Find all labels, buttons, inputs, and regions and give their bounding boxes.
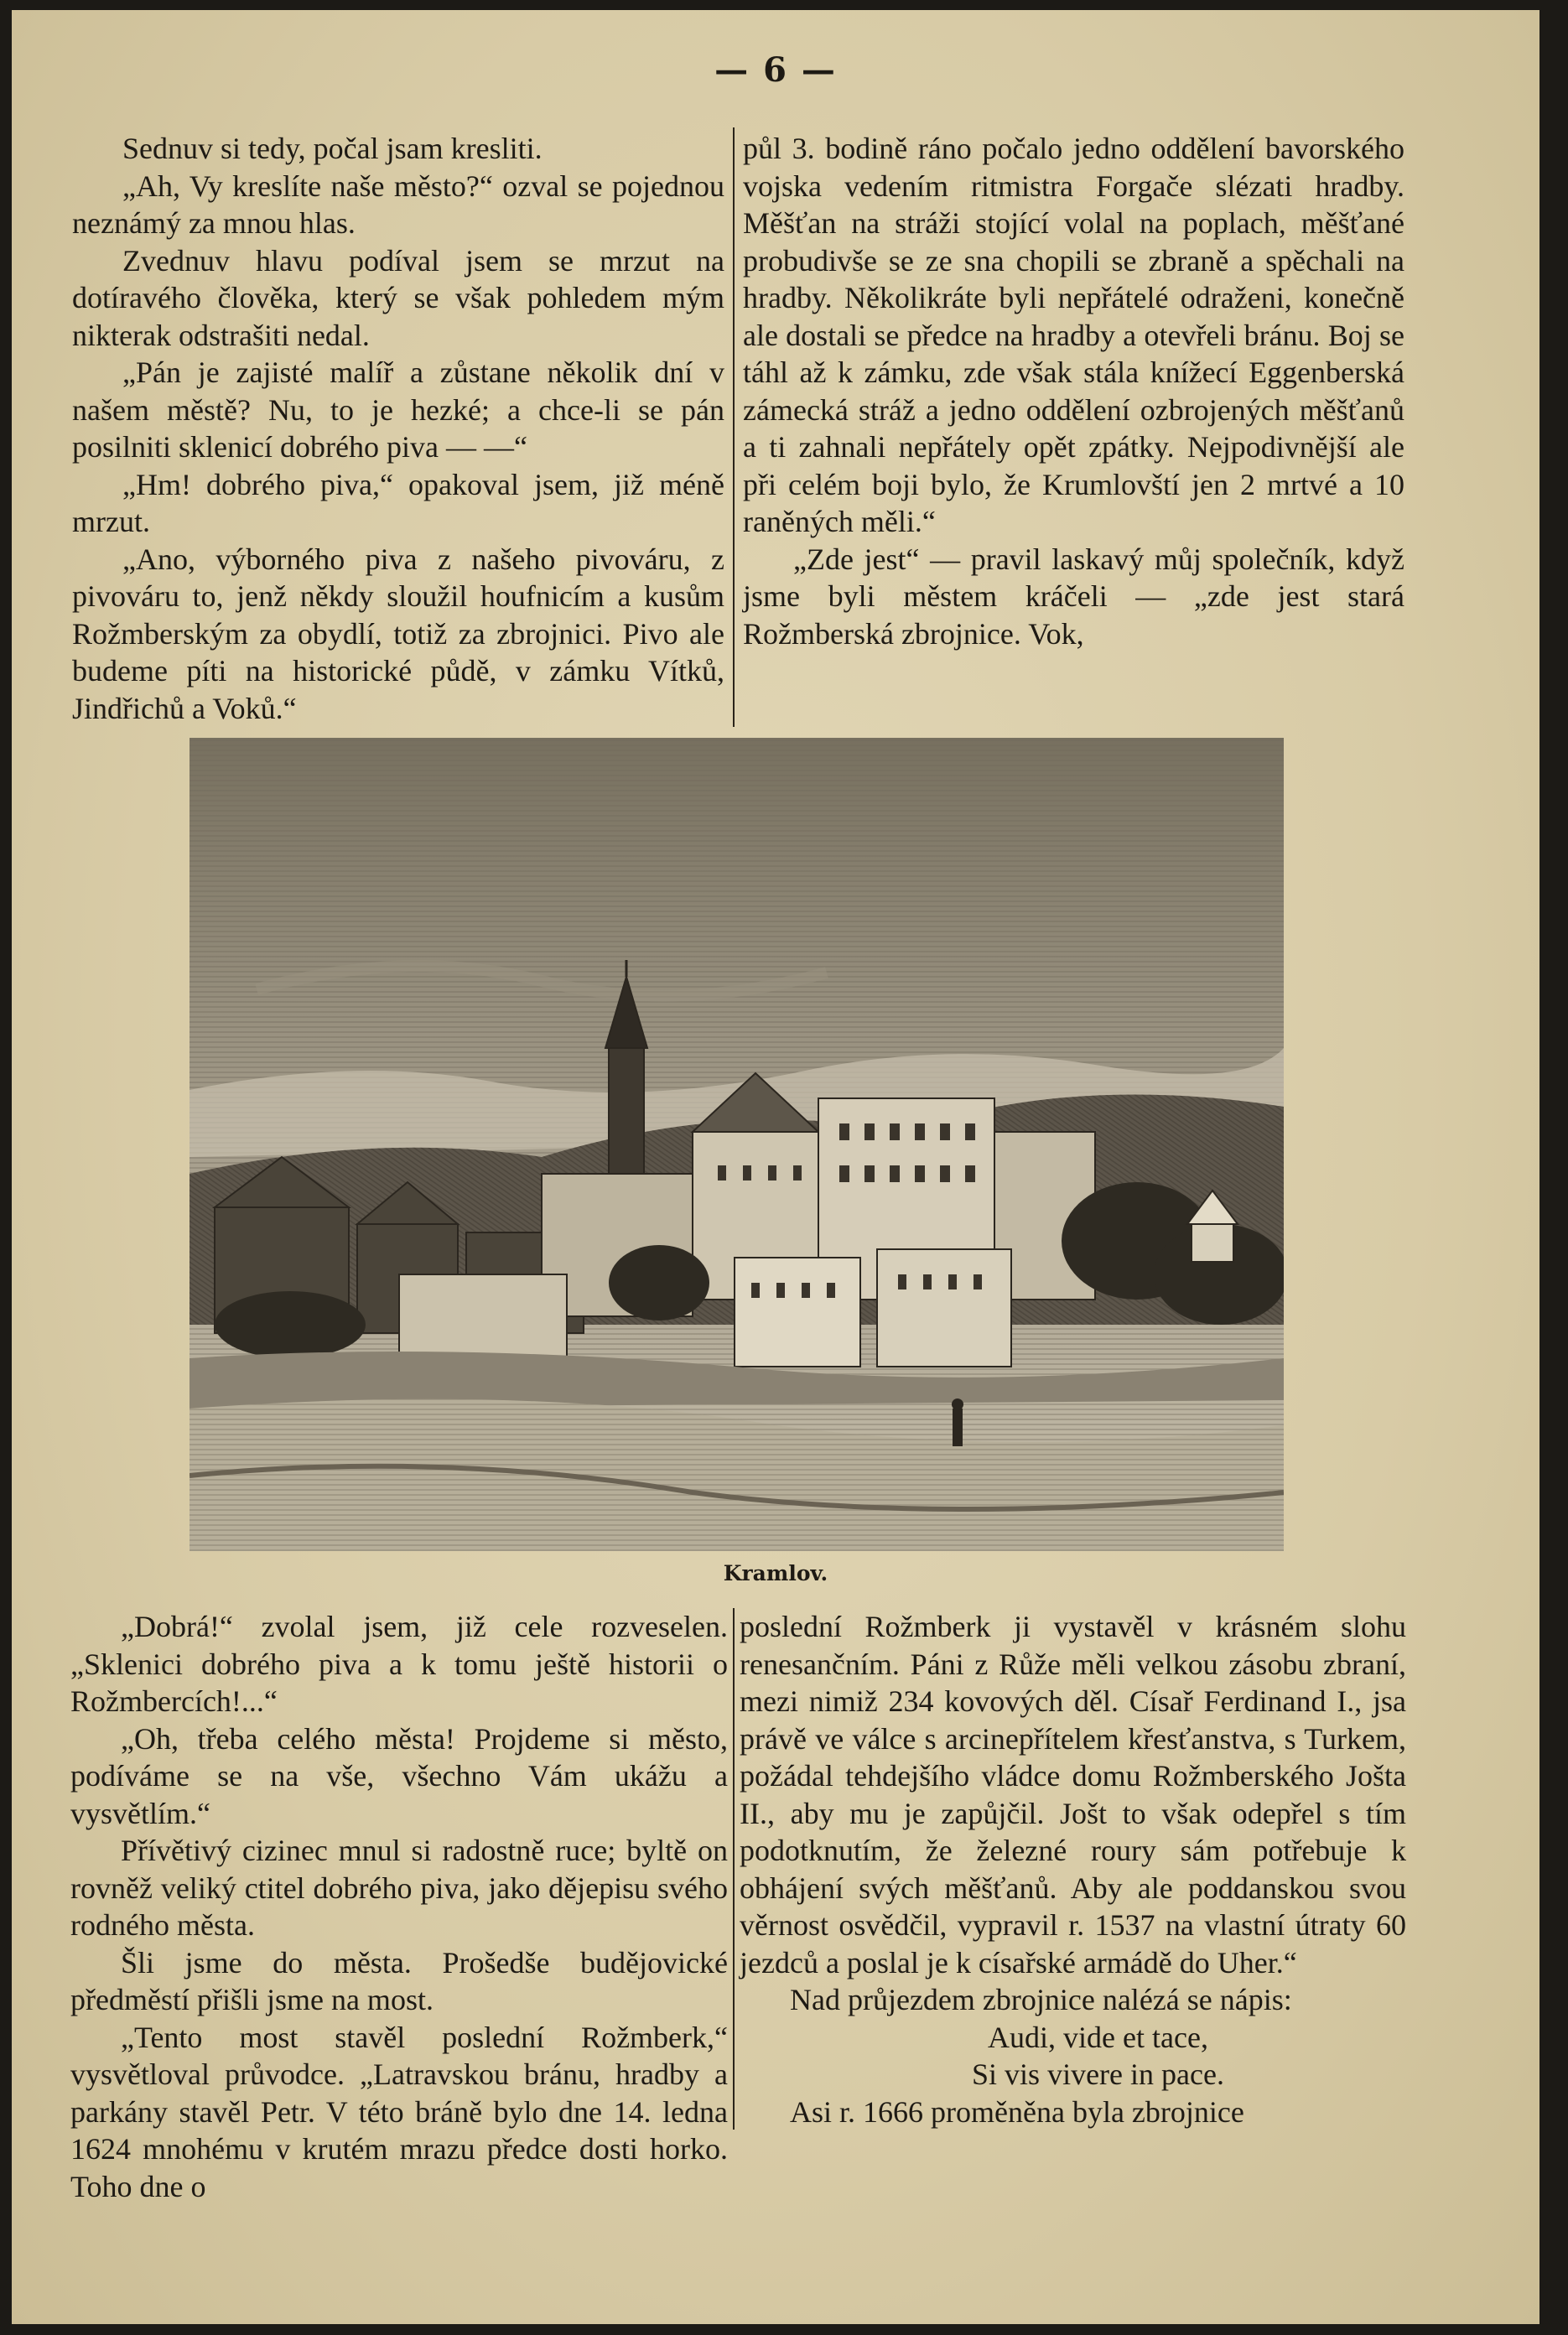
paragraph: Asi r. 1666 proměněna byla zbrojnice [790, 2094, 1244, 2129]
paragraph: „Oh, třeba celého města! Projdeme si město, podíváme se na vše, všechno Vám ukážu a vysvětlím.“ [70, 1721, 728, 1830]
newspaper-page [12, 10, 1539, 2324]
paragraph: „Ah, Vy kreslíte naše město?“ ozval se pojednou neznámý za mnou hlas. [72, 169, 724, 240]
paragraph: „Ano, výborného piva z našeho pivováru, z pivováru to, jenž někdy sloužil houfnicím a kusům Rožmberským za obydlí, totiž za zbrojnici. Pivo ale budeme píti na historické půdě, v zámku Vítků, Jindřichů a Voků.“ [72, 542, 724, 725]
column-divider [733, 1608, 735, 2130]
paragraph: „Pán je zajisté malíř a zůstane několik dní v našem městě? Nu, to je hezké; a chce-li se pán posilniti sklenicí dobrého piva — —“ [72, 355, 724, 464]
paragraph: „Tento most stavěl poslední Rožmberk,“ vysvětloval průvodce. „Latravskou bránu, hradby a parkány stavěl Petr. V této bráně bylo dne 14. ledna 1624 mnohému v krutém mrazu předce dosti horko. Toho dne o [70, 2020, 728, 2203]
figure-caption: Kramlov. [723, 1561, 828, 1585]
paragraph: Přívětivý cizinec mnul si radostně ruce; byltě on rovněž veliký ctitel dobrého piva, jako dějepisu svého rodného města. [70, 1834, 728, 1942]
paragraph: „Zde jest“ — pravil laskavý můj společník, když jsme byli městem kráčeli — „zde jest stará Rožmberská zbrojnice. Vok, [743, 542, 1404, 651]
paragraph: Šli jsme do města. Prošedše budějovické předměstí přišli jsme na most. [70, 1945, 728, 2016]
text-column-top-left [72, 130, 724, 727]
paragraph: „Dobrá!“ zvolal jsem, již cele rozveselen. „Sklenici dobrého piva a k tomu ještě historii o Rožmbercích!...“ [70, 1610, 728, 1718]
paragraph: půl 3. bodině ráno počalo jedno oddělení bavorského vojska vedením ritmistra Forgače slézati hradby. Měšťan na stráži stojící volal na poplach, měšťané probudivše se ze sna chopili se zbraně a spěchali na hradby. Několikráte byli nepřátelé odraženi, konečně ale dostali se předce na hradby a otevřeli bránu. Boj se táhl až k zámku, zde však stála knížecí Eggenberská zámecká stráž a jedno oddělení ozbrojených měšťanů a ti zahnali nepřátely opět zpátky. Nejpodivnější ale při celém boji bylo, že Krumlovští jen 2 mrtvé a 10 raněných měli.“ [743, 132, 1404, 538]
paragraph: Sednuv si tedy, počal jsam kresliti. [122, 132, 543, 165]
text-column-top-right [743, 130, 1404, 652]
column-divider [733, 127, 735, 727]
text-column-bottom-left [70, 1608, 728, 2205]
paragraph: Zvednuv hlavu podíval jsem se mrzut na dotíravého člověka, který se však pohledem mým nikterak odstrašiti nedal. [72, 243, 724, 352]
paragraph: poslední Rožmberk ji vystavěl v krásném slohu renesančním. Páni z Růže měli velkou zásobu zbraní, mezi nimiž 234 kovových děl. Císař Ferdinand I., jsa právě ve válce s arcinepřítelem křesťanstva, s Turkem, požádal tehdejšího vládce domu Rožmberského Jošta II., aby mu je zapůjčil. Jošt to však odepřel s tím podotknutím, že železné roury sám potřebuje k obhájení svých měšťanů. Aby ale poddanskou svou věrnost osvědčil, vypravil r. 1537 na vlastní útraty 60 jezdců a poslal je k císařské armádě do Uher.“ [740, 1610, 1406, 1980]
paragraph: Nad průjezdem zbrojnice nalézá se nápis: [790, 1983, 1292, 2016]
text-column-bottom-right [740, 1608, 1406, 2130]
inscription-line: Audi, vide et tace, [988, 2020, 1208, 2054]
town-engraving-illustration [190, 738, 1284, 1551]
town-engraving-svg [190, 738, 1284, 1551]
inscription-line: Si vis vivere in pace. [972, 2057, 1224, 2091]
page-number: — 6 — [714, 50, 837, 90]
paragraph: „Hm! dobrého piva,“ opakoval jsem, již méně mrzut. [72, 467, 724, 538]
